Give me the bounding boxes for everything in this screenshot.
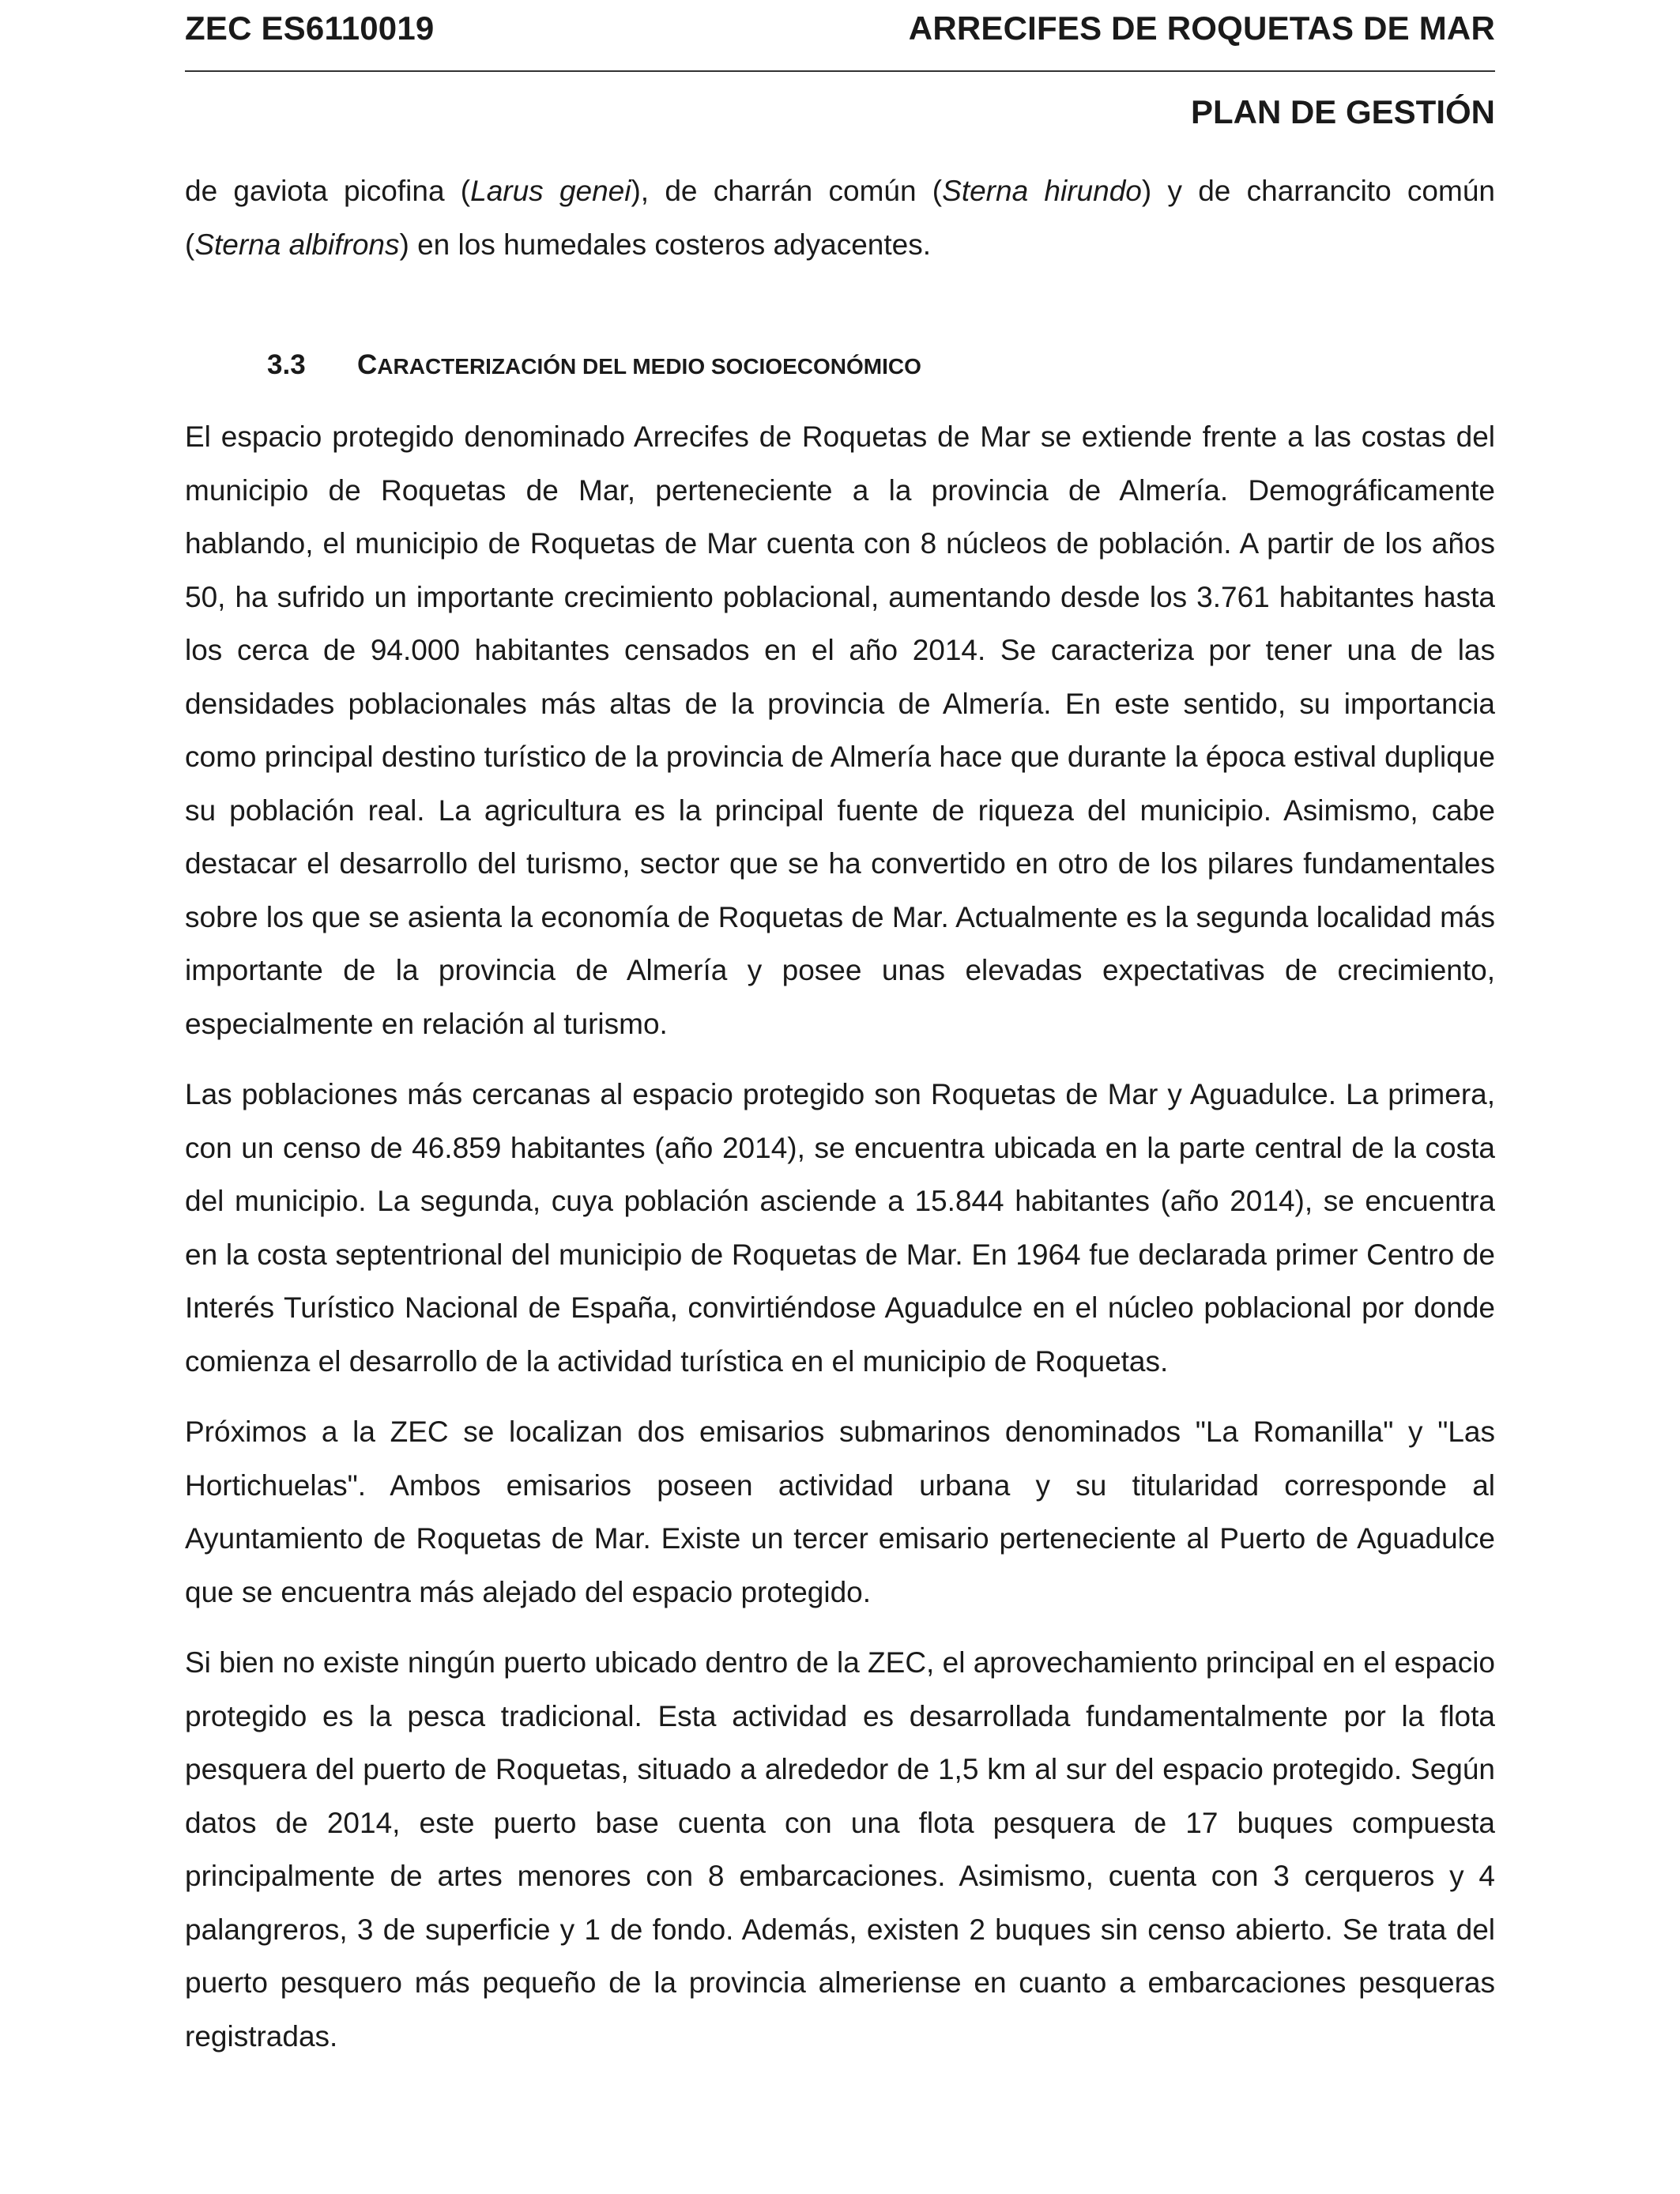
paragraph-municipality: El espacio protegido denominado Arrecifes de Roquetas de Mar se extiende frente a las costas del municipio de Roquetas de Mar, perteneciente a la provincia de Almería. Demográficamente hablando, el municipio de Roquetas de Mar cuenta con 8 núcleos de población. A partir de los años 50, ha sufrido un importante crecimiento poblacional, aumentando desde los 3.761 habitantes hasta los cerca de 94.000 habitantes censados en el año 2014. Se caracteriza por tener una de las densidades poblacionales más altas de la provincia de Almería. En este sentido, su importancia como principal destino turístico de la provincia de Almería hace que durante la época estival duplique su población real. La agricultura es la principal fuente de riqueza del municipio. Asimismo, cabe destacar el desarrollo del turismo, sector que se ha convertido en otro de los pilares fundamentales sobre los que se asienta la economía de Roquetas de Mar. Actualmente es la segunda localidad más importante de la provincia de Almería y posee unas elevadas expectativas de crecimiento, especialmente en relación al turismo. [185, 420, 1495, 1040]
section-number: 3.3 [267, 349, 306, 380]
section-title [357, 337, 921, 393]
header-divider [185, 70, 1495, 72]
intro-text-1: de gaviota picofina ( [185, 175, 471, 207]
section-title-rest: ARACTERIZACIÓN DEL MEDIO SOCIOECONÓMICO [377, 354, 921, 379]
header-document-title: PLAN DE GESTIÓN [1190, 93, 1495, 130]
intro-paragraph [185, 164, 1495, 271]
intro-text-2: ), de charrán común ( [631, 175, 943, 207]
paragraph-fishing: Si bien no existe ningún puerto ubicado dentro de la ZEC, el aprovechamiento principal en el espacio protegido es la pesca tradicional. Esta actividad es desarrollada fundamentalmente por la flota pesquera del puerto de Roquetas, situado a alrededor de 1,5 km al sur del espacio protegido. Según datos de 2014, este puerto base cuenta con una flota pesquera de 17 buques compuesta principalmente de artes menores con 8 embarcaciones. Asimismo, cuenta con 3 cerqueros y 4 palangreros, 3 de superficie y 1 de fondo. Además, existen 2 buques sin censo abierto. Se trata del puerto pesquero más pequeño de la provincia almeriense en cuanto a embarcaciones pesqueras registradas. [185, 1646, 1495, 2053]
header-site-name: ARRECIFES DE ROQUETAS DE MAR [908, 9, 1495, 47]
intro-text-3: ) y de charrancito común ( [185, 175, 1495, 261]
paragraph-nearby-towns: Las poblaciones más cercanas al espacio protegido son Roquetas de Mar y Aguadulce. La primera, con un censo de 46.859 habitantes (año 2014), se encuentra ubicada en la parte central de la costa del municipio. La segunda, cuya población asciende a 15.844 habitantes (año 2014), se encuentra en la costa septentrional del municipio de Roquetas de Mar. En 1964 fue declarada primer Centro de Interés Turístico Nacional de España, convirtiéndose Aguadulce en el núcleo poblacional por donde comienza el desarrollo de la actividad turística en el municipio de Roquetas. [185, 1078, 1495, 1378]
document-body [185, 164, 1495, 2063]
section-heading [185, 337, 1495, 393]
header-top-row [185, 5, 1495, 52]
header-site-code: ZEC ES6110019 [185, 9, 435, 47]
species-larus-genei: Larus genei [470, 175, 631, 207]
intro-text-4: ) en los humedales costeros adyacentes. [399, 228, 932, 261]
species-sterna-hirundo: Sterna hirundo [942, 175, 1142, 207]
paragraph-submarine-outfalls: Próximos a la ZEC se localizan dos emisarios submarinos denominados "La Romanilla" y "Las Hortichuelas". Ambos emisarios poseen actividad urbana y su titularidad corresponde al Ayuntamiento de Roquetas de Mar. Existe un tercer emisario perteneciente al Puerto de Aguadulce que se encuentra más alejado del espacio protegido. [185, 1416, 1495, 1608]
section-title-initial: C [357, 349, 378, 380]
species-sterna-albifrons: Sterna albifrons [194, 228, 400, 261]
